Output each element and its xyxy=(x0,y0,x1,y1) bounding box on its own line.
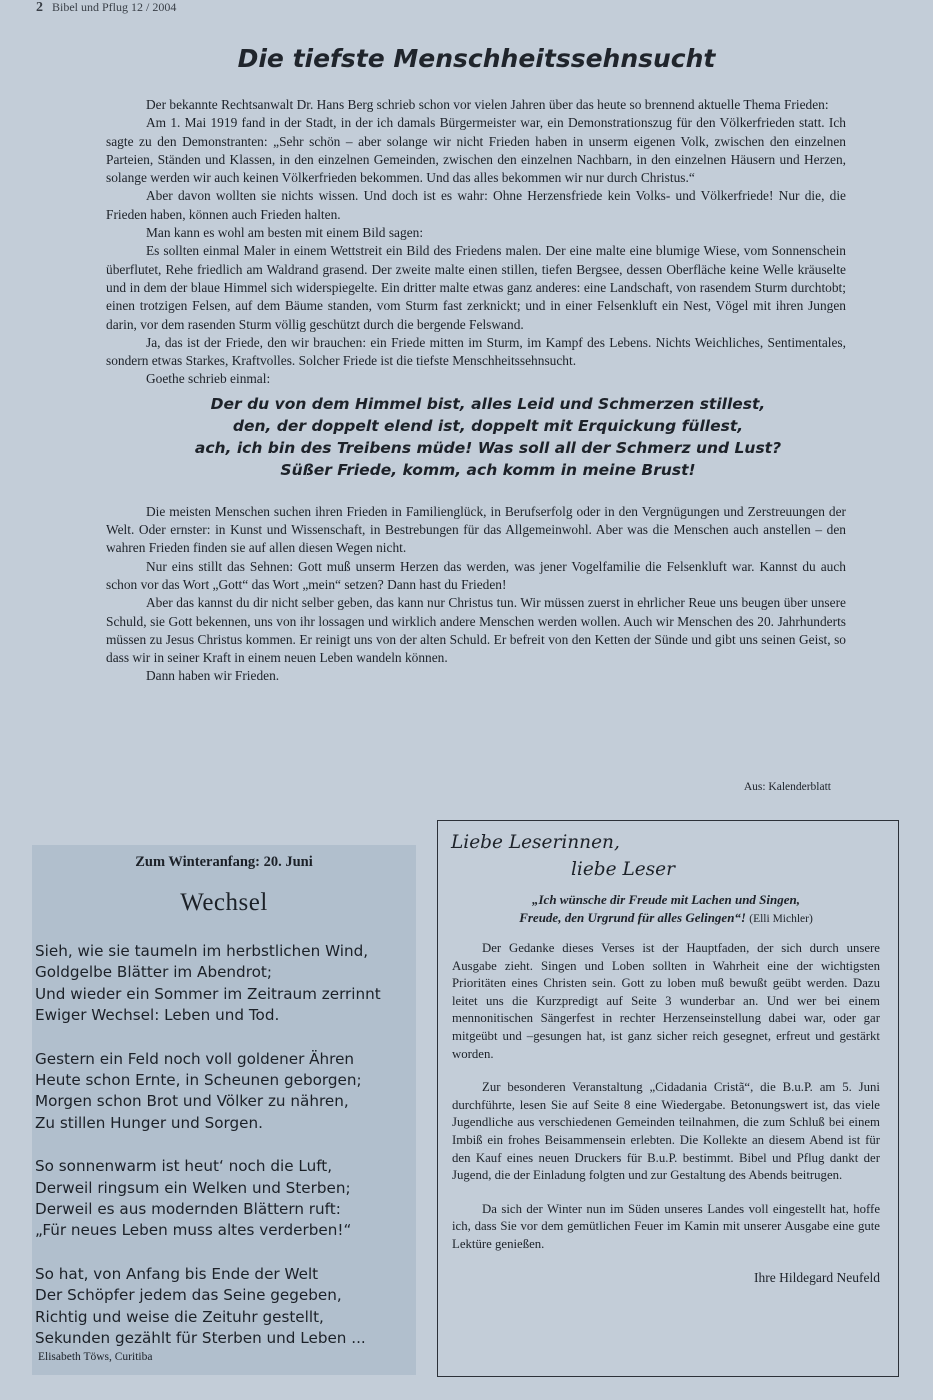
article-paragraph: Die meisten Menschen suchen ihren Frieden in Familienglück, in Berufserfolg oder in den Vergnügungen und Zerstreuungen der Welt. Oder ernster: in Kunst und Wissenschaft, in Bestrebungen für das Allgemeinwohl. Aber was die Menschen auch anstellen – den wahren Frieden finden sie auf allen diesen Wegen nicht. xyxy=(106,503,846,556)
article-body xyxy=(106,96,846,686)
article-paragraph: Goethe schrieb einmal: xyxy=(146,371,271,387)
poem-stanza xyxy=(35,941,416,1027)
poem-line: ach, ich bin des Treibens müde! Was soll all der Schmerz und Lust? xyxy=(194,438,782,457)
poem-line: Sekunden gezählt für Sterben und Leben ... xyxy=(35,1329,366,1348)
poem-line: So sonnenwarm ist heut‘ noch die Luft, xyxy=(35,1157,333,1176)
poem-stanza xyxy=(35,1156,416,1242)
editor-letter-box xyxy=(437,820,899,1377)
poem-line: Ewiger Wechsel: Leben und Tod. xyxy=(35,1006,280,1025)
letter-greeting xyxy=(451,829,880,883)
article-paragraph: Ja, das ist der Friede, den wir brauchen: ein Friede mitten im Sturm, im Kampf des Lebens. Nichts Weichliches, Sentimentales, sondern etwas Starkes, Kraftvolles. Solcher Friede ist die tiefste Menschheitssehnsucht. xyxy=(106,334,846,369)
goethe-poem xyxy=(130,393,846,481)
poem-line: „Für neues Leben muss altes verderben!“ xyxy=(35,1221,352,1240)
poem-stanzas xyxy=(35,941,416,1350)
motto-author: (Elli Michler) xyxy=(749,913,813,925)
poem-line: Derweil es aus modernden Blättern ruft: xyxy=(35,1200,341,1219)
letter-signature: Ihre Hildegard Neufeld xyxy=(754,1269,880,1285)
motto-line: „Ich wünsche dir Freude mit Lachen und Singen, xyxy=(532,892,800,907)
poem-line: Heute schon Ernte, in Scheunen geborgen; xyxy=(35,1071,362,1090)
article-paragraph: Es sollten einmal Maler in einem Wettstreit ein Bild des Friedens malen. Der eine malte eine blumige Wiese, vom Sonnenschein überflutet, Rehe friedlich am Waldrand grasend. Der zweite malte einen stillen, tiefen Bergsee, dessen Oberfläche keine Welle kräuselte und in dem der blaue Himmel sich widerspiegelte. Ein dritter malte etwas ganz anderes: eine Landschaft, von rasendem Sturm durchtobt; einen trotzigen Felsen, auf dem Bäume standen, vom Sturm fast zerknickt; und in einer Felsenkluft ein Nest, Vögel mit ihren Jungen darin, vor dem rasenden Sturm völlig geschützt durch die bergende Felswand. xyxy=(106,243,846,332)
poem-line: Derweil ringsum ein Welken und Sterben; xyxy=(35,1178,351,1197)
article-paragraph: Am 1. Mai 1919 fand in der Stadt, in der ich damals Bürgermeister war, ein Demonstrationszug für den Völkerfrieden statt. Ich sagte zu den Demonstranten: „Sehr schön – aber solange wir nicht Frieden haben in unserm eigenen Volk, zwischen den einzelnen Parteien, Ständen und Klassen, in den einzelnen Gemeinden, zwischen den einzelnen Nachbarn, in den einzelnen Häusern und Herzen, solange werden wir auch keinen Völkerfrieden bekommen. Und das alles bekommen wir nur durch Christus.“ xyxy=(106,115,846,186)
greeting-line: liebe Leser xyxy=(571,859,675,880)
poem-line: Süßer Friede, komm, ach komm in meine Brust! xyxy=(280,460,696,479)
poem-line: Der Schöpfer jedem das Seine gegeben, xyxy=(35,1286,342,1305)
poem-stanza xyxy=(35,1264,416,1350)
winter-poem-box xyxy=(32,845,416,1375)
letter-motto xyxy=(452,891,880,928)
poem-line: Und wieder ein Sommer im Zeitraum zerrinnt xyxy=(35,984,381,1003)
letter-paragraph: Der Gedanke dieses Verses ist der Hauptfaden, der sich durch unsere Ausgabe zieht. Singen und Loben sollten in Wahrheit eine der wichtigsten Prioritäten eines Christen sein. Gott zu loben muß bewußt geübt werden. Dazu leitet uns die Kurzpredigt auf Seite 3 wunderbar an. Und wer bei einem mennonitischen Sängerfest in rechter Herzenseinstellung dabei war, oder gar mitgeübt und –gesungen hat, ist ganz sicher reich gesegnet, erfreut und gestärkt worden. xyxy=(452,941,880,1061)
greeting-line: Liebe Leserinnen, xyxy=(451,832,620,853)
motto-line: Freude, den Urgrund für alles Gelingen“! xyxy=(519,910,746,925)
poem-title: Wechsel xyxy=(180,889,268,916)
poem-line: Goldgelbe Blätter im Abendrot; xyxy=(35,963,272,982)
article-paragraph: Aber das kannst du dir nicht selber geben, das kann nur Christus tun. Wir müssen zuerst in ehrlicher Reue uns beugen über unsere Schuld, sie Gott bekennen, uns von ihr lossagen und wirklich andere Menschen werden wollen. Auch wir Menschen des 20. Jahrhunderts müssen zu Jesus Christus kommen. Er reinigt uns von der alten Schuld. Er befreit von den Ketten der Sünde und gibt uns seinen Geist, so dass wir in seiner Kraft in einem neuen Leben wandeln können. xyxy=(106,595,846,666)
poem-author: Elisabeth Töws, Curitiba xyxy=(38,1350,153,1363)
poem-line: Sieh, wie sie taumeln im herbstlichen Wind, xyxy=(35,942,369,960)
running-title: Bibel und Pflug 12 / 2004 xyxy=(52,0,177,14)
letter-paragraph: Da sich der Winter nun im Süden unseres Landes voll eingestellt hat, hoffe ich, dass Sie vor dem gemütlichen Feuer im Kamin mit unserer Ausgabe eine gute Lektüre genießen. xyxy=(452,1201,880,1251)
poem-line: den, der doppelt elend ist, doppelt mit Erquickung füllest, xyxy=(232,416,744,435)
poem-line: Der du von dem Himmel bist, alles Leid und Schmerzen stillest, xyxy=(210,394,766,413)
poem-line: Morgen schon Brot und Völker zu nähren, xyxy=(35,1092,349,1111)
poem-line: Richtig und weise die Zeituhr gestellt, xyxy=(35,1307,324,1326)
poem-pretitle: Zum Winteranfang: 20. Juni xyxy=(135,854,313,870)
article-paragraph: Aber davon wollten sie nichts wissen. Und doch ist es wahr: Ohne Herzensfriede kein Volks- und Völkerfriede! Nur die, die Frieden haben, können auch Frieden halten. xyxy=(106,188,846,222)
article-paragraph: Nur eins stillt das Sehnen: Gott muß unserm Herzen das werden, was jener Vogelfamilie die Felsenkluft war. Kannst du auch schon vor das Wort „Gott“ das Wort „mein“ setzen? Dann hast du Frieden! xyxy=(106,558,846,592)
article-source: Aus: Kalenderblatt xyxy=(743,781,831,793)
poem-line: Gestern ein Feld noch voll goldener Ähren xyxy=(35,1049,355,1068)
poem-line: So hat, von Anfang bis Ende der Welt xyxy=(35,1264,319,1283)
poem-line: Zu stillen Hunger und Sorgen. xyxy=(35,1113,263,1132)
letter-paragraph: Zur besonderen Veranstaltung „Cidadania Cristã“, die B.u.P. am 5. Juni durchführte, lesen Sie auf Seite 8 eine Wiedergabe. Betonungswert ist, das viele Jugendliche aus verschiedenen Gemeinden teilnahmen, die zum Schluß bei einem Imbiß ein frohes Beisammensein erlebten. Die Kollekte an diesem Abend ist für den Kauf eines neuen Druckers für B.u.P. bestimmt. Bibel und Pflug dankt der Jugend, die der Einladung folgten und zur Gestaltung des Abends beitrugen. xyxy=(452,1080,880,1183)
article-paragraph: Der bekannte Rechtsanwalt Dr. Hans Berg schrieb schon vor vielen Jahren über das heute so brennend aktuelle Thema Frieden: xyxy=(146,97,829,112)
article-title: Die tiefste Menschheitssehnsucht xyxy=(237,44,716,73)
article-paragraph: Man kann es wohl am besten mit einem Bild sagen: xyxy=(146,225,424,241)
article-paragraph: Dann haben wir Frieden. xyxy=(146,668,280,684)
page-header xyxy=(36,0,176,16)
poem-stanza xyxy=(35,1049,416,1135)
page-number: 2 xyxy=(36,0,43,15)
letter-body xyxy=(452,940,880,1254)
